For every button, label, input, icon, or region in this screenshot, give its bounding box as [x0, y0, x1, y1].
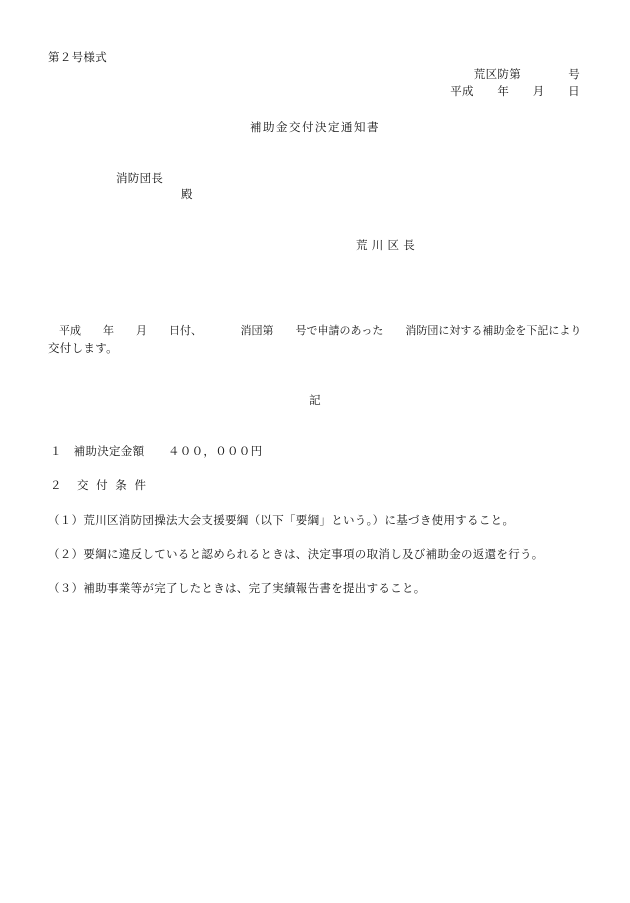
- condition-2: （２）要綱に違反していると認められるときは、決定事項の取消し及び補助金の返還を行う。: [48, 547, 544, 561]
- body-line-2: 交付します。: [48, 341, 118, 355]
- ki-heading: 記: [309, 393, 321, 407]
- condition-1: （１）荒川区消防団操法大会支援要綱（以下「要綱」という。）に基づき使用すること。: [48, 513, 515, 527]
- addressee-org: 消防団長: [116, 171, 164, 185]
- condition-3: （３）補助事業等が完了したときは、完了実績報告書を提出すること。: [48, 581, 426, 595]
- addressee-honorific: 殿: [181, 187, 193, 201]
- document-title: 補助金交付決定通知書: [250, 120, 380, 134]
- form-number: 第２号様式: [48, 50, 107, 64]
- item-amount: １ 補助決定金額 ４００，０００円: [50, 444, 263, 458]
- issue-date: 平成 年 月 日: [450, 84, 580, 98]
- item-conditions-heading: ２ 交 付 条 件: [50, 478, 148, 492]
- sender-name: 荒 川 区 長: [356, 238, 416, 252]
- body-line-1: 平成 年 月 日付、 消団第 号で申請のあった 消防団に対する補助金を下記により: [59, 324, 582, 337]
- issue-number: 荒区防第 号: [473, 67, 580, 81]
